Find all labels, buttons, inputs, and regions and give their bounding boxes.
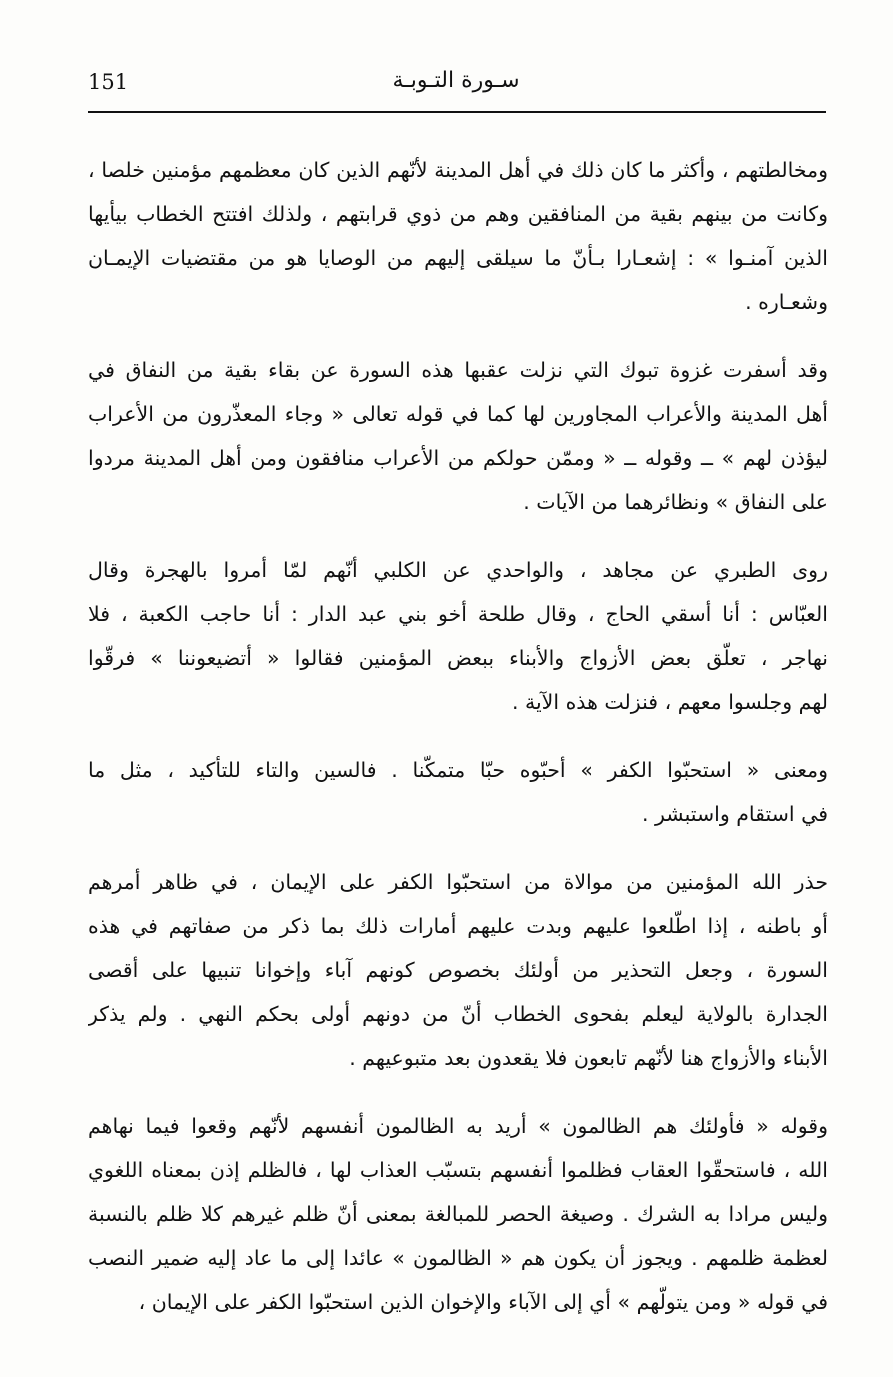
paragraph — [88, 1104, 828, 1324]
text-line: وكانت من بينهم بقية من المنافقين وهم من ذوي قرابتهم ، ولذلك افتتح الخطاب بيأيها — [88, 202, 828, 226]
page-number: 151 — [88, 70, 129, 94]
text-line: ليؤذن لهم » ــ وقوله ــ « وممّن حولكم من الأعراب منافقون ومن أهل المدينة مردوا — [88, 446, 828, 470]
text-line: أو باطنه ، إذا اطّلعوا عليهم وبدت عليهم أمارات ذلك بما ذكر من صفاتهم في هذه — [88, 914, 828, 938]
paragraph — [88, 548, 828, 724]
text-line: ومخالطتهم ، وأكثر ما كان ذلك في أهل المدينة لأنّهم الذين كان معظمهم مؤمنين خلصا ، — [88, 158, 828, 182]
header-divider — [88, 111, 826, 113]
body-text — [88, 148, 828, 1348]
paragraph — [88, 348, 828, 524]
text-line: الذين آمنـوا » : إشعـارا بـأنّ ما سيلقى إليهم من الوصايا هو من مقتضيات الإيمـان — [88, 246, 828, 270]
text-line: ومعنى « استحبّوا الكفر » أحبّوه حبّا متمكّنا . فالسين والتاء للتأكيد ، مثل ما — [88, 758, 828, 782]
text-line: الجدارة بالولاية ليعلم بفحوى الخطاب أنّ من دونهم أولى بحكم النهي . ولم يذكر — [88, 1002, 828, 1026]
text-line: حذر الله المؤمنين من موالاة من استحبّوا الكفر على الإيمان ، في ظاهر أمرهم — [88, 870, 828, 894]
text-line: وقوله « فأولئك هم الظالمون » أريد به الظالمون أنفسهم لأنّهم وقعوا فيما نهاهم — [88, 1114, 828, 1138]
text-line: في قوله « ومن يتولّهم » أي إلى الآباء والإخوان الذين استحبّوا الكفر على الإيمان ، — [138, 1290, 828, 1314]
text-line: الله ، فاستحقّوا العقاب فظلموا أنفسهم بتسبّب العذاب لها ، فالظلم إذن بمعناه اللغوي — [88, 1158, 828, 1182]
paragraph — [88, 860, 828, 1080]
text-line: لهم وجلسوا معهم ، فنزلت هذه الآية . — [511, 690, 828, 714]
text-line: نهاجر ، تعلّق بعض الأزواج والأبناء ببعض المؤمنين فقالوا « أتضيعوننا » فرقّوا — [88, 646, 828, 670]
text-line: في استقام واستبشر . — [641, 802, 828, 826]
text-line: العبّاس : أنا أسقي الحاج ، وقال طلحة أخو بني عبد الدار : أنا حاجب الكعبة ، فلا — [88, 602, 828, 626]
text-line: روى الطبري عن مجاهد ، والواحدي عن الكلبي أنّهم لمّا أمروا بالهجرة وقال — [88, 558, 828, 582]
text-line: وشعـاره . — [745, 290, 828, 314]
running-title: سـورة التـوبـة — [392, 68, 520, 93]
text-line: أهل المدينة والأعراب المجاورين لها كما في قوله تعالى « وجاء المعذّرون من الأعراب — [88, 402, 828, 426]
paragraph — [88, 148, 828, 324]
text-line: الأبناء والأزواج هنا لأنّهم تابعون فلا يقعدون بعد متبوعيهم . — [349, 1046, 828, 1070]
paragraph — [88, 748, 828, 836]
text-line: وقد أسفرت غزوة تبوك التي نزلت عقبها هذه السورة عن بقاء بقية من النفاق في — [88, 358, 828, 382]
text-line: السورة ، وجعل التحذير من أولئك بخصوص كونهم آباء وإخوانا تنبيها على أقصى — [88, 958, 828, 982]
page-header — [88, 68, 824, 108]
text-line: لعظمة ظلمهم . ويجوز أن يكون هم « الظالمون » عائدا إلى ما عاد إليه ضمير النصب — [88, 1246, 828, 1270]
text-line: على النفاق » ونظائرهما من الآيات . — [523, 490, 828, 514]
text-line: وليس مرادا به الشرك . وصيغة الحصر للمبالغة بمعنى أنّ ظلم غيرهم كلا ظلم بالنسبة — [88, 1202, 828, 1226]
